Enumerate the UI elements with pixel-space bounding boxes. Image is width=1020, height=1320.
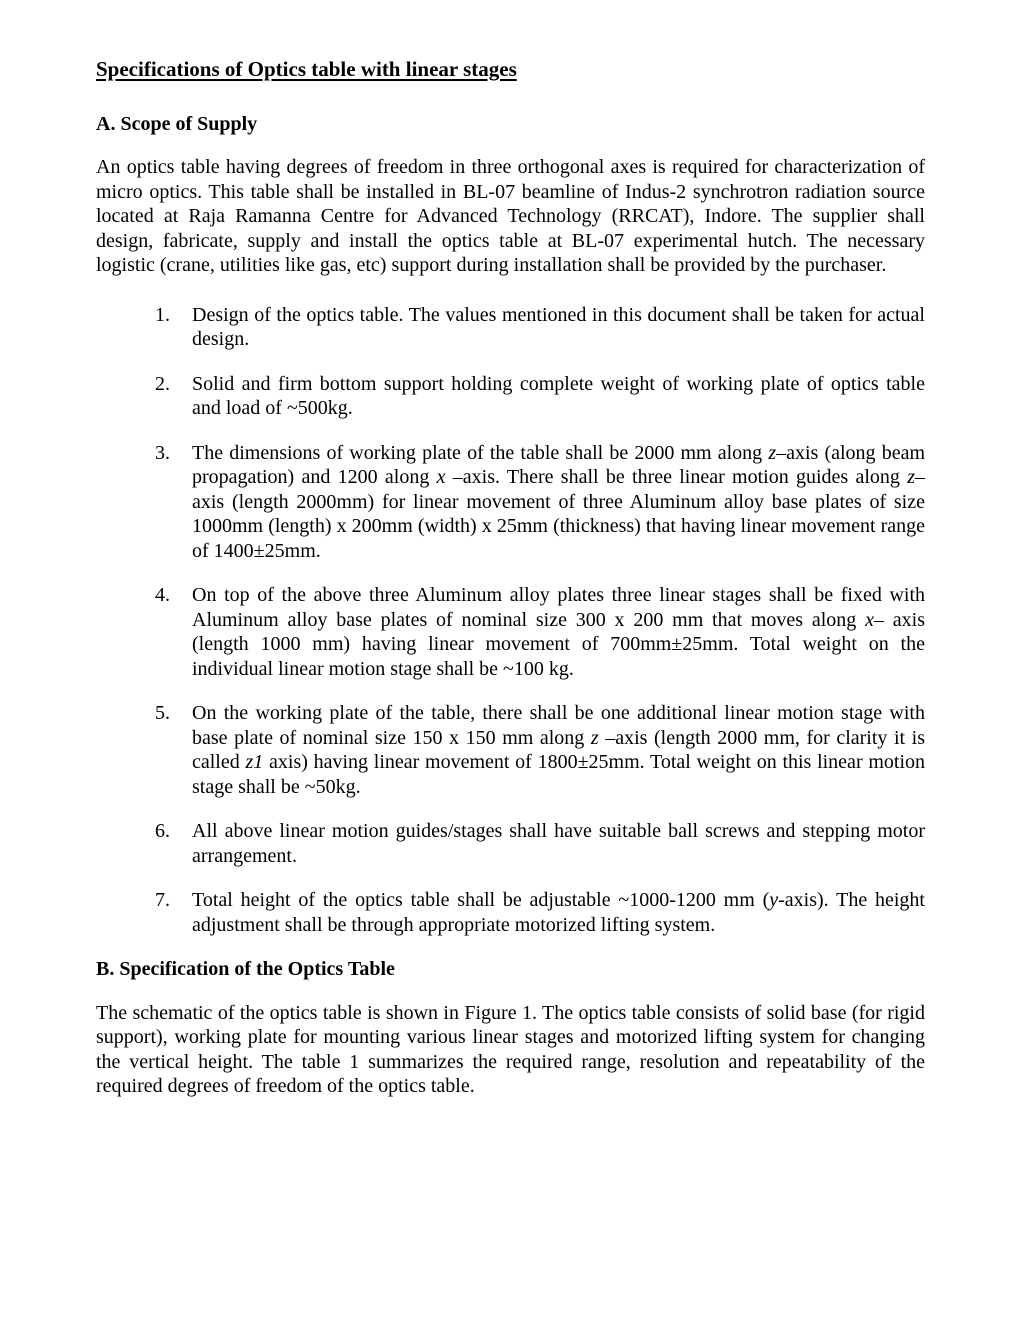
list-item-text: On the working plate of the table, there shall be one additional linear motion stage with base plate of nominal size 150 x 150 mm along z –axis (length 2000 mm, for clarity it is called z1 axis) having linear movement of 1800±25mm. Total weight on this linear motion stage shall be ~50kg. [192,702,925,798]
list-item-number: 7. [155,889,170,911]
list-item-number: 4. [155,584,170,606]
scope-intro-paragraph: An optics table having degrees of freedom in three orthogonal axes is required for characterization of micro optics. This table shall be installed in BL-07 beamline of Indus-2 synchrotron radiation source located at Raja Ramanna Centre for Advanced Technology (RRCAT), Indore. The supplier shall design, fabricate, supply and install the optics table at BL-07 experimental hutch. The necessary logistic (crane, utilities like gas, etc) support during installation shall be provided by the purchaser. [96,156,925,276]
spec-list-item [96,372,925,421]
list-item-text: Total height of the optics table shall be adjustable ~1000-1200 mm (y-axis). The height adjustment shall be through appropriate motorized lifting system. [192,889,925,936]
spec-list-item [96,888,925,937]
list-item-text: Solid and firm bottom support holding complete weight of working plate of optics table and load of ~500kg. [192,372,925,419]
spec-list-item [96,583,925,681]
list-item-text: On top of the above three Aluminum alloy plates three linear stages shall be fixed with Aluminum alloy base plates of nominal size 300 x 200 mm that moves along x– axis (length 1000 mm) having linear movement of 700mm±25mm. Total weight on the individual linear motion stage shall be ~100 kg. [192,584,926,680]
list-item-text: Design of the optics table. The values mentioned in this document shall be taken for actual design. [192,303,925,350]
spec-list-item [96,441,925,564]
section-b-heading: B. Specification of the Optics Table [96,958,395,980]
list-item-number: 3. [155,441,170,464]
spec-list-item [96,701,925,799]
scope-numbered-list [96,303,925,938]
list-item-number: 2. [155,372,170,395]
spec-list-item [96,819,925,868]
spec-list-item [96,303,925,352]
specification-intro-paragraph: The schematic of the optics table is shown in Figure 1. The optics table consists of solid base (for rigid support), working plate for mounting various linear stages and motorized lifting system for changing the vertical height. The table 1 summarizes the required range, resolution and repeatability of the required degrees of freedom of the optics table. [96,1001,925,1097]
list-item-number: 6. [155,820,170,842]
list-item-number: 1. [155,303,170,326]
list-item-number: 5. [155,702,170,724]
list-item-text: All above linear motion guides/stages shall have suitable ball screws and stepping motor arrangement. [192,820,925,867]
document-title: Specifications of Optics table with linear stages [96,57,517,81]
section-a-heading: A. Scope of Supply [96,112,258,135]
list-item-text: The dimensions of working plate of the table shall be 2000 mm along z–axis (along beam propagation) and 1200 along x –axis. There shall be three linear motion guides along z–axis (length 2000mm) for linear movement of three Aluminum alloy base plates of size 1000mm (length) x 200mm (width) x 25mm (thickness) that having linear movement range of 1400±25mm. [192,441,925,562]
